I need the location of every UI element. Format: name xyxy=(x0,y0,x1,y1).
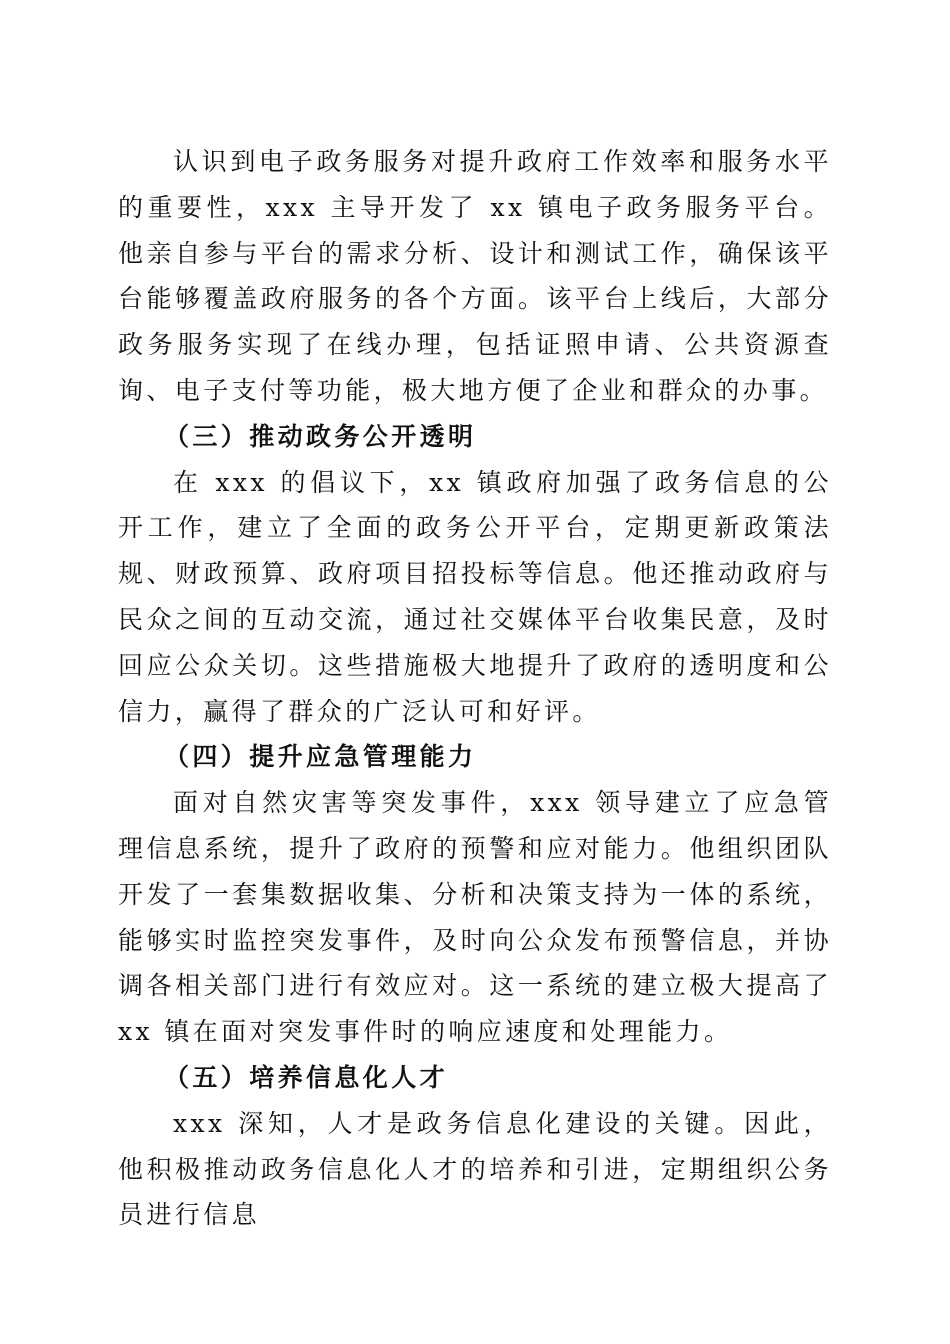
section-heading-3: （三）推动政务公开透明 xyxy=(164,421,477,451)
paragraph-transparency: 在 xxx 的倡议下，xx 镇政府加强了政务信息的公开工作，建立了全面的政务公开平台，定期更新政策法规、财政预算、政府项目招投标等信息。他还推动政府与民众之间的互动交流，通过社交媒体平台收集民意，及时回应公众关切。这些措施极大地提升了政府的透明度和公信力，赢得了群众的广泛认可和好评。 xyxy=(118,467,832,726)
document-body xyxy=(118,139,832,1238)
paragraph-emergency-management: 面对自然灾害等突发事件，xxx 领导建立了应急管理信息系统，提升了政府的预警和应对能力。他组织团队开发了一套集数据收集、分析和决策支持为一体的系统，能够实时监控突发事件，及时向公众发布预警信息，并协调各相关部门进行有效应对。这一系统的建立极大提高了 xx 镇在面对突发事件时的响应速度和处理能力。 xyxy=(118,788,832,1047)
section-heading-4: （四）提升应急管理能力 xyxy=(164,742,477,772)
section-heading-5: （五）培养信息化人才 xyxy=(164,1062,449,1092)
paragraph-talent-cultivation: xxx 深知，人才是政务信息化建设的关键。因此，他积极推动政务信息化人才的培养和引进，定期组织公务员进行信息 xyxy=(118,1108,832,1230)
paragraph-e-government-platform: 认识到电子政务服务对提升政府工作效率和服务水平的重要性，xxx 主导开发了 xx 镇电子政务服务平台。他亲自参与平台的需求分析、设计和测试工作，确保该平台能够覆盖政府服务的各个方面。该平台上线后，大部分政务服务实现了在线办理，包括证照申请、公共资源查询、电子支付等功能，极大地方便了企业和群众的办事。 xyxy=(118,147,832,405)
